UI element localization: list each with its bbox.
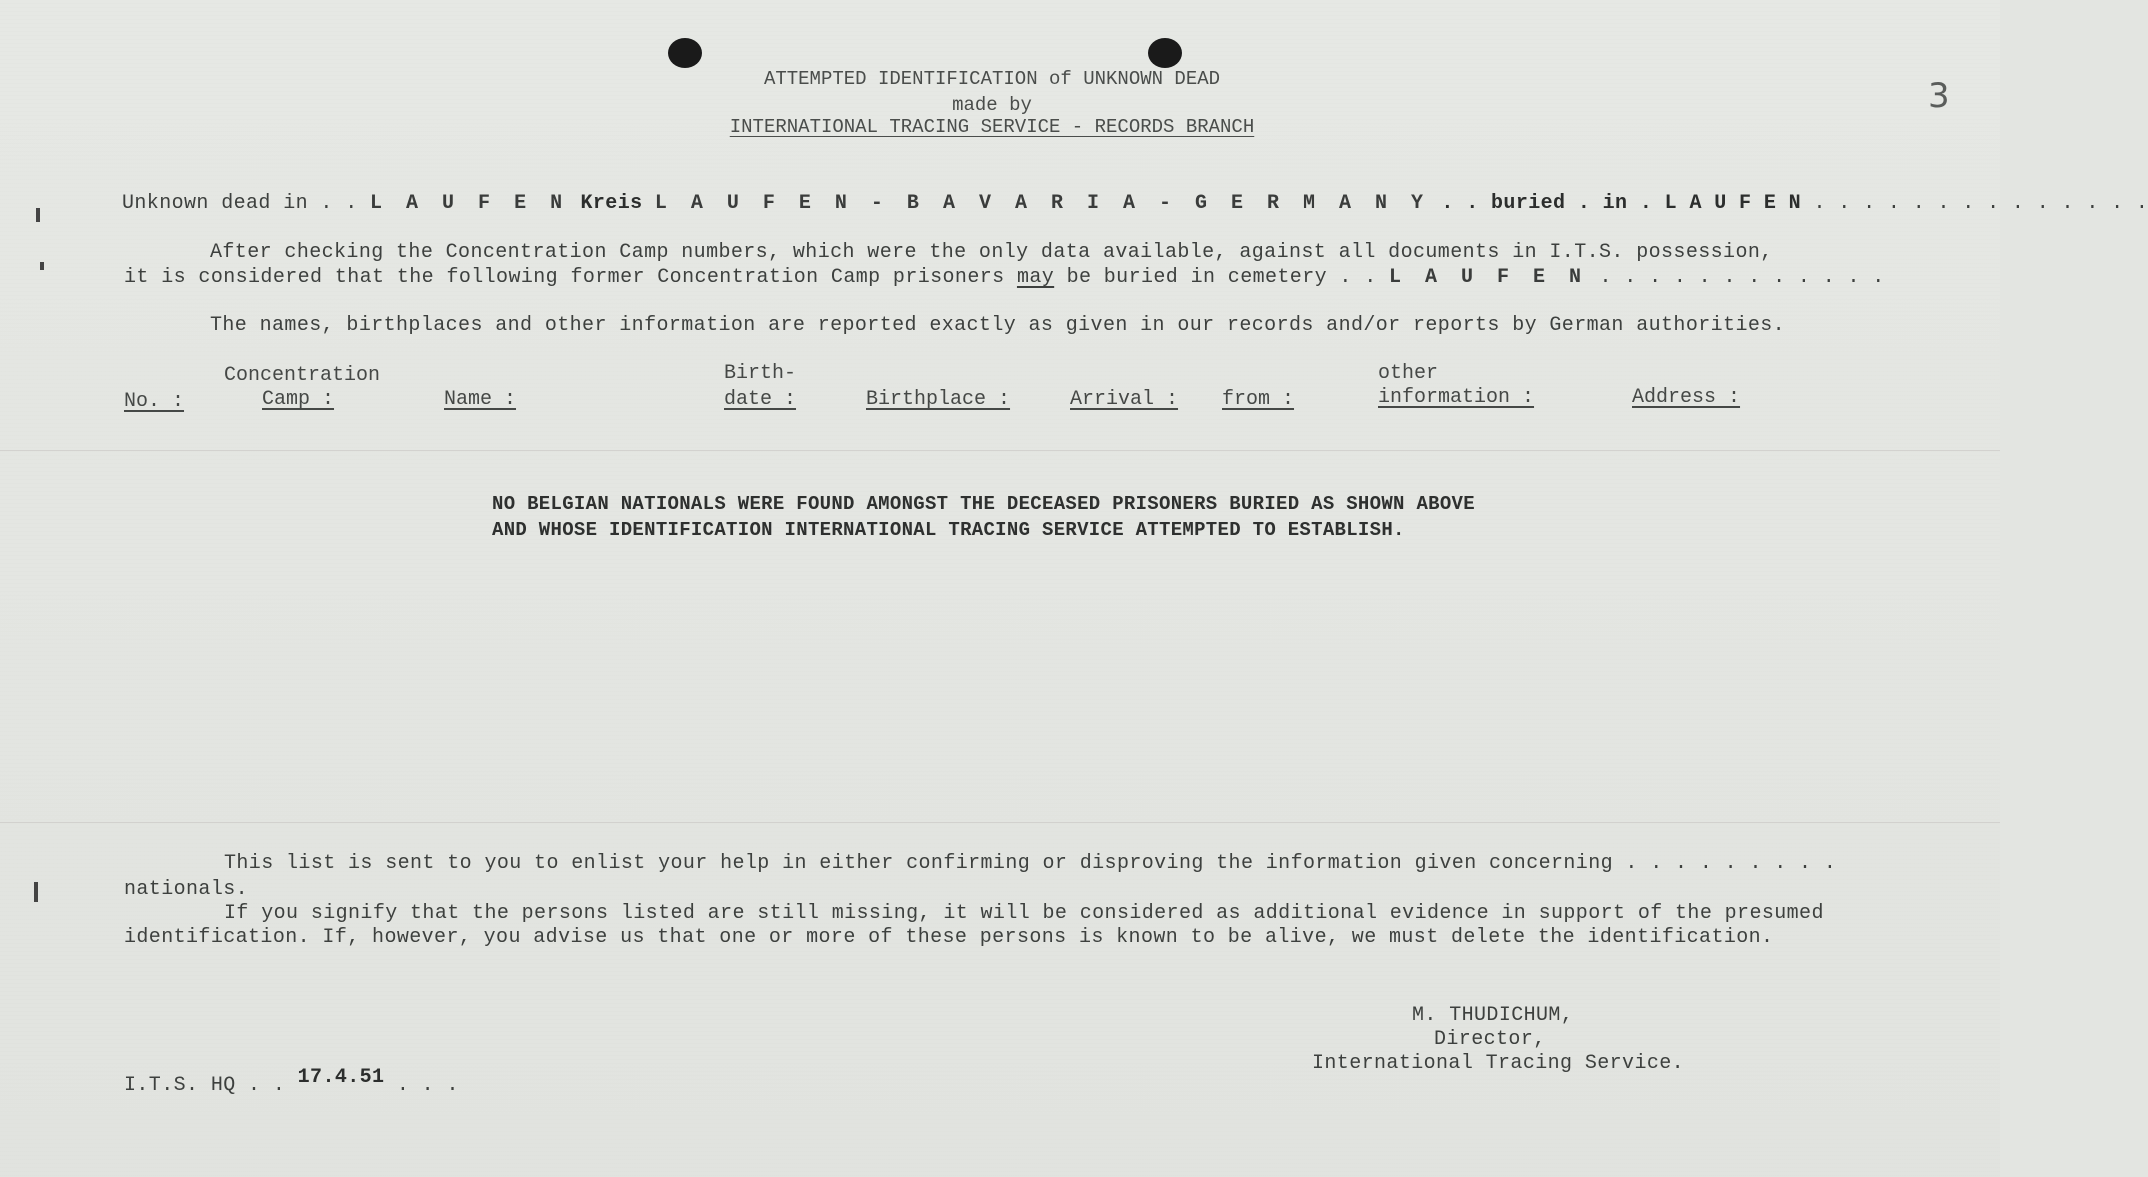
paragraph-checking-place: L A U F E N (1389, 266, 1588, 289)
location-district: L A U F E N - B A V A R I A - G E R M A N Y (654, 192, 1429, 215)
ruled-line (0, 822, 2000, 823)
paragraph-checking-line2 (124, 266, 1885, 289)
signatory-organization: International Tracing Service. (1312, 1052, 1685, 1075)
request-paragraph-line4: identification. If, however, you advise us that one or more of these persons is known to be alive, we must delete the identification. (124, 926, 1774, 949)
paragraph-checking-cemetery: be buried in cemetery . . (1054, 266, 1390, 289)
paragraph-checking-dots: . . . . . . . . . . . . (1587, 266, 1885, 289)
signatory-title: Director, (1434, 1028, 1546, 1051)
column-header-camp: Camp : (262, 388, 335, 411)
request-paragraph-line1: This list is sent to you to enlist your help in either confirming or disproving the information given concerning . . . . . . . . . (224, 852, 1837, 875)
footer-office-date (124, 1066, 459, 1097)
request-paragraph-line3: If you signify that the persons listed are still missing, it will be considered as additional evidence in support of the presumed (224, 902, 1824, 925)
location-buried: . . buried . in . L A U F E N (1441, 192, 1802, 215)
request-paragraph-line2: nationals. (124, 878, 249, 901)
document-subtitle: made by (952, 94, 1032, 116)
margin-mark (40, 262, 44, 270)
column-header-other-information: information : (1378, 386, 1535, 409)
column-header-arrival: Arrival : (1070, 388, 1179, 411)
column-header-birthplace: Birthplace : (866, 388, 1011, 411)
punch-hole-right (1148, 38, 1182, 68)
column-header-from: from : (1222, 388, 1295, 411)
column-header-birthdate: date : (724, 388, 797, 411)
no-nationals-notice-line2: AND WHOSE IDENTIFICATION INTERNATIONAL TRACING SERVICE ATTEMPTED TO ESTABLISH. (492, 519, 1405, 541)
column-header-other-top: other (1378, 362, 1439, 385)
page-number: 3 (1928, 76, 1950, 116)
paragraph-checking-may: may (1016, 266, 1055, 289)
signatory-name: M. THUDICHUM, (1412, 1004, 1574, 1027)
paragraph-checking-line1: After checking the Concentration Camp numbers, which were the only data available, against all documents in I.T.S. possession, (210, 241, 1773, 264)
margin-mark (34, 882, 38, 902)
footer-date: 17.4.51 (297, 1066, 385, 1089)
column-header-address: Address : (1632, 386, 1741, 409)
location-kreis: Kreis (580, 192, 643, 215)
document-title: ATTEMPTED IDENTIFICATION of UNKNOWN DEAD (763, 68, 1221, 90)
column-header-no: No. : (124, 390, 185, 413)
no-nationals-notice-line1: NO BELGIAN NATIONALS WERE FOUND AMONGST THE DECEASED PRISONERS BURIED AS SHOWN ABOVE (492, 493, 1475, 515)
punch-hole-left (668, 38, 702, 68)
column-header-birthdate-top: Birth- (724, 362, 797, 385)
location-place: L A U F E N (370, 192, 569, 215)
footer-prefix: I.T.S. HQ . . (124, 1074, 286, 1097)
column-header-camp-top: Concentration (224, 364, 381, 387)
paragraph-records-note: The names, birthplaces and other information are reported exactly as given in our records and/or reports by German authorities. (210, 314, 1786, 337)
column-header-name: Name : (444, 388, 517, 411)
paragraph-checking-text: it is considered that the following former Concentration Camp prisoners (124, 266, 1017, 289)
footer-suffix: . . . (396, 1074, 459, 1097)
location-dots: . . . . . . . . . . . . . . (1813, 192, 2148, 215)
margin-mark (36, 208, 40, 222)
location-line (122, 192, 2148, 215)
location-prefix: Unknown dead in . . (122, 192, 358, 215)
ruled-line (0, 450, 2000, 451)
document-organization: INTERNATIONAL TRACING SERVICE - RECORDS BRANCH (729, 116, 1255, 138)
